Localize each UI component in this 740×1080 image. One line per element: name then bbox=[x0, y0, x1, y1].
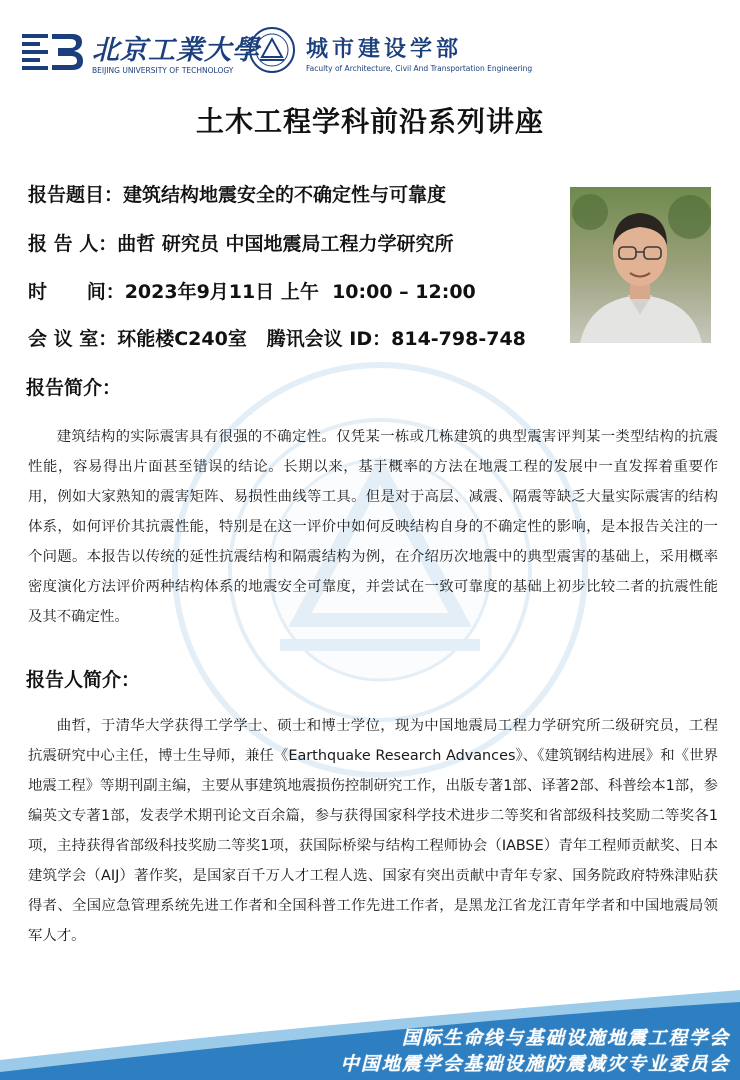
speaker-photo bbox=[570, 187, 711, 343]
speaker-label: 报 告 人： bbox=[28, 233, 118, 255]
faculty-english-name: Faculty of Architecture, Civil And Transportation Engineering bbox=[306, 64, 533, 73]
faculty-seal-icon bbox=[248, 26, 296, 74]
topic-value: 建筑结构地震安全的不确定性与可靠度 bbox=[123, 184, 447, 206]
time-label: 时 间： bbox=[28, 281, 125, 303]
time-value: 2023年9月11日 上午 10:00 – 12:00 bbox=[124, 281, 476, 303]
page-title: 土木工程学科前沿系列讲座 bbox=[195, 105, 544, 138]
bio-text: 曲哲，于清华大学获得工学学士、硕士和博士学位，现为中国地震局工程力学研究所二级研究员，工程抗震研究中心主任，博士生导师，兼任《Earthquake Research Advances》、《建筑钢结构进展》和《世界地震工程》等期刊副主编，主要从事建筑地震损伤控制研究工作，出版专著1部、译著2部、科普绘本1部，参编英文专著1部，发表学术期刊论文百余篇，参与获得国家科学技术进步二等奖和省部级科技奖励二等奖各1项，主持获得省部级科技奖励二等奖1项，获国际桥梁与结构工程师协会（IABSE）青年工程师贡献奖、日本建筑学会（AIJ）著作奖，是国家百千万人才工程人选、国家有突出贡献中青年专家、国务院政府特殊津贴获得者、全国应急管理系统先进工作者和全国科普工作先进工作者，是黑龙江省龙江青年学者和中国地震局领军人才。 bbox=[28, 718, 718, 944]
speaker-line bbox=[28, 229, 453, 256]
abstract-text: 建筑结构的实际震害具有很强的不确定性。仅凭某一栋或几栋建筑的典型震害评判某一类型结构的抗震性能，容易得出片面甚至错误的结论。长期以来，基于概率的方法在地震工程的发展中一直发挥着重要作用，例如大家熟知的震害矩阵、易损性曲线等工具。但是对于高层、减震、隔震等缺乏大量实际震害的结构体系，如何评价其抗震性能，特别是在这一评价中如何反映结构自身的不确定性的影响，是本报告关注的一个问题。本报告以传统的延性抗震结构和隔震结构为例，在介绍历次地震中的典型震害的基础上，采用概率密度演化方法评价两种结构体系的地震安全可靠度，并尝试在一致可靠度的基础上初步比较二者的抗震性能及其不确定性。 bbox=[28, 429, 718, 625]
abstract-heading: 报告简介： bbox=[26, 377, 122, 399]
topic-line bbox=[28, 180, 446, 207]
footer-org-line-1: 国际生命线与基础设施地震工程学会 bbox=[401, 1028, 730, 1049]
university-name: 北京工業大學 bbox=[92, 35, 260, 66]
speaker-value: 曲哲 研究员 中国地震局工程力学研究所 bbox=[117, 233, 454, 255]
faculty-name: 城市建设学部 bbox=[306, 36, 463, 62]
university-english-name: BEIJING UNIVERSITY OF TECHNOLOGY bbox=[92, 66, 234, 75]
room-value: 环能楼C240室 腾讯会议 ID：814-798-748 bbox=[117, 328, 526, 350]
time-line bbox=[28, 277, 476, 304]
bjut-logo-icon bbox=[22, 30, 84, 72]
bio-heading: 报告人简介： bbox=[26, 669, 141, 691]
topic-label: 报告题目： bbox=[28, 184, 124, 206]
footer-org-line-2: 中国地震学会基础设施防震减灾专业委员会 bbox=[340, 1054, 730, 1075]
room-line bbox=[28, 324, 526, 351]
room-label: 会 议 室： bbox=[28, 328, 118, 350]
